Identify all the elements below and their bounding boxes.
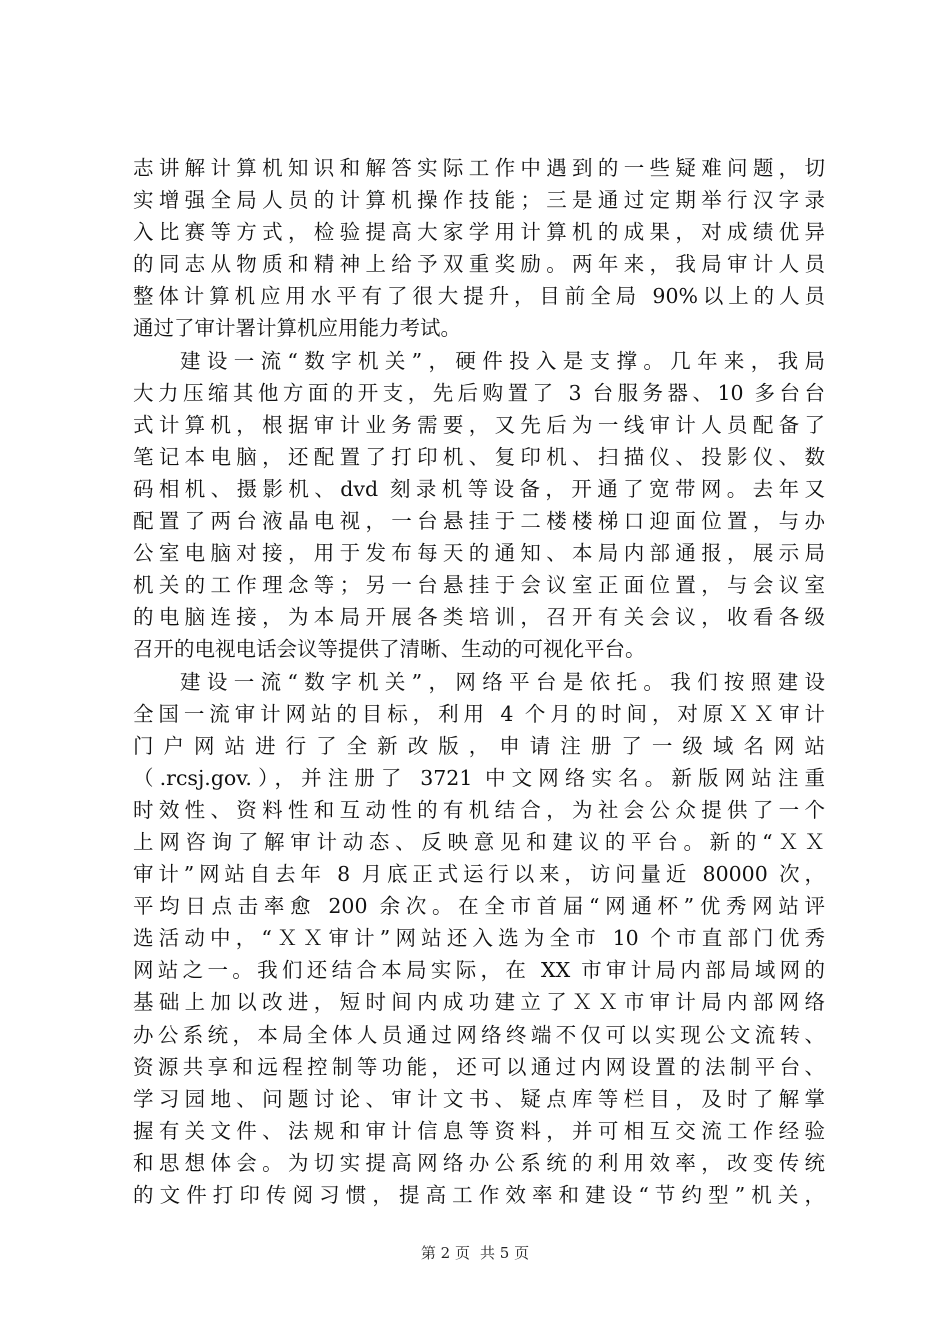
text-line: 通过了审计署计算机应用能力考试。 bbox=[133, 316, 461, 341]
page-total: 共 5 页 bbox=[480, 1244, 530, 1262]
text-line: 配置了两台液晶电视，一台悬挂于二楼楼梯口迎面位置，与办 bbox=[133, 509, 825, 534]
text-line: 整体计算机应用水平有了很大提升，目前全局 90%以上的人员 bbox=[133, 284, 825, 309]
text-line: 召开的电视电话会议等提供了清晰、生动的可视化平台。 bbox=[133, 637, 646, 662]
text-line: 志讲解计算机知识和解答实际工作中遇到的一些疑难问题，切 bbox=[133, 156, 825, 180]
text-line: 码相机、摄影机、dvd 刻录机等设备，开通了宽带网。去年又 bbox=[133, 476, 825, 501]
text-line: 选活动中，“ＸＸ审计”网站还入选为全市 10 个市直部门优秀 bbox=[133, 926, 825, 951]
document-body bbox=[133, 152, 825, 1211]
text-line: 网站之一。我们还结合本局实际，在 XX 市审计局内部局域网的 bbox=[133, 958, 825, 983]
text-line: 入比赛等方式，检验提高大家学用计算机的成果，对成绩优异 bbox=[133, 220, 825, 245]
text-line: 全国一流审计网站的目标，利用 4 个月的时间，对原ＸＸ审计 bbox=[133, 701, 825, 726]
text-line: 建设一流“数字机关”，硬件投入是支撑。几年来，我局 bbox=[180, 348, 825, 373]
text-line: 办公系统，本局全体人员通过网络终端不仅可以实现公文流转、 bbox=[133, 1022, 825, 1047]
page-number: 第 2 页 bbox=[420, 1244, 470, 1262]
text-line: 笔记本电脑，还配置了打印机、复印机、扫描仪、投影仪、数 bbox=[133, 444, 825, 469]
text-line: 学习园地、问题讨论、审计文书、疑点库等栏目，及时了解掌 bbox=[133, 1086, 825, 1111]
text-line: 平均日点击率愈 200 余次。在全市首届“网通杯”优秀网站评 bbox=[133, 894, 825, 919]
text-line: 上网咨询了解审计动态、反映意见和建议的平台。新的“ＸＸ bbox=[133, 829, 825, 854]
text-line: 式计算机，根据审计业务需要，又先后为一线审计人员配备了 bbox=[133, 412, 825, 437]
text-line: 门户网站进行了全新改版，申请注册了一级域名网站 bbox=[133, 733, 825, 758]
text-line: 的同志从物质和精神上给予双重奖励。两年来，我局审计人员 bbox=[133, 252, 825, 277]
text-line: 资源共享和远程控制等功能，还可以通过内网设置的法制平台、 bbox=[133, 1054, 825, 1079]
text-line: 时效性、资料性和互动性的有机结合，为社会公众提供了一个 bbox=[133, 797, 825, 822]
text-line: （.rcsj.gov.），并注册了 3721 中文网络实名。新版网站注重 bbox=[133, 765, 825, 790]
text-line: 基础上加以改进，短时间内成功建立了ＸＸ市审计局内部网络 bbox=[133, 990, 825, 1015]
text-line: 的电脑连接，为本局开展各类培训，召开有关会议，收看各级 bbox=[133, 605, 825, 630]
text-line: 大力压缩其他方面的开支，先后购置了 3 台服务器、10 多台台 bbox=[133, 380, 825, 405]
text-line: 握有关文件、法规和审计信息等资料，并可相互交流工作经验 bbox=[133, 1118, 825, 1143]
text-line: 机关的工作理念等；另一台悬挂于会议室正面位置，与会议室 bbox=[133, 573, 825, 598]
text-line: 公室电脑对接，用于发布每天的通知、本局内部通报，展示局 bbox=[133, 541, 825, 566]
text-line: 建设一流“数字机关”，网络平台是依托。我们按照建设 bbox=[180, 669, 825, 694]
text-line: 审计”网站自去年 8 月底正式运行以来，访问量近 80000 次， bbox=[133, 862, 825, 887]
page-footer bbox=[0, 1243, 950, 1263]
text-line: 实增强全局人员的计算机操作技能；三是通过定期举行汉字录 bbox=[133, 188, 825, 213]
text-line: 的文件打印传阅习惯，提高工作效率和建设“节约型”机关， bbox=[133, 1183, 825, 1207]
text-line: 和思想体会。为切实提高网络办公系统的利用效率，改变传统 bbox=[133, 1150, 825, 1175]
